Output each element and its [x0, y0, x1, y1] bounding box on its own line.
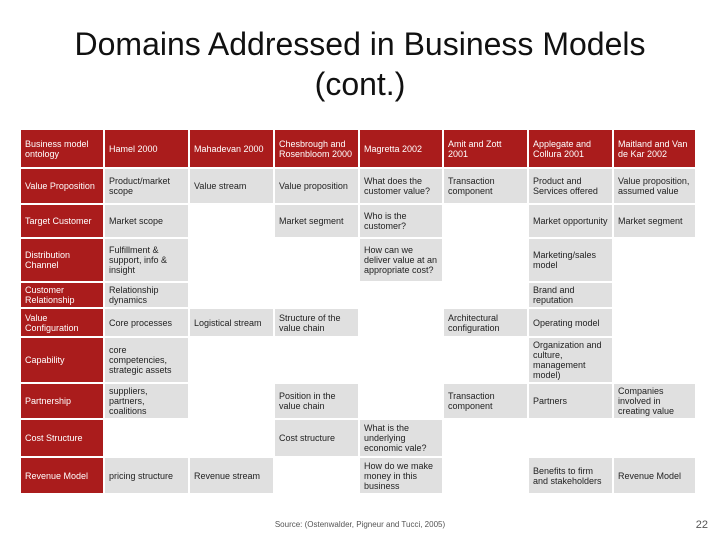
table-cell: Market segment	[613, 204, 696, 238]
table-row	[20, 383, 696, 419]
table-cell: Value proposition, assumed value	[613, 168, 696, 204]
empty-cell	[189, 337, 274, 383]
empty-cell	[189, 204, 274, 238]
empty-cell	[443, 204, 528, 238]
table-row	[20, 282, 696, 308]
table-cell: How can we deliver value at an appropriate cost?	[359, 238, 443, 282]
row-header: Partnership	[20, 383, 104, 419]
empty-cell	[443, 282, 528, 308]
table-cell: Transaction component	[443, 168, 528, 204]
column-header: Applegate and Collura 2001	[528, 129, 613, 168]
table-cell: Product/market scope	[104, 168, 189, 204]
table-cell: Architectural configuration	[443, 308, 528, 337]
table-cell: Operating model	[528, 308, 613, 337]
empty-cell	[613, 419, 696, 457]
table-row	[20, 308, 696, 337]
column-header: Business model ontology	[20, 129, 104, 168]
column-header: Amit and Zott 2001	[443, 129, 528, 168]
empty-cell	[274, 457, 359, 494]
empty-cell	[359, 383, 443, 419]
row-header: Distribution Channel	[20, 238, 104, 282]
table-cell: core competencies, strategic assets	[104, 337, 189, 383]
table-cell: What does the customer value?	[359, 168, 443, 204]
row-header: Revenue Model	[20, 457, 104, 494]
page-number: 22	[695, 519, 708, 531]
table-cell: Product and Services offered	[528, 168, 613, 204]
empty-cell	[189, 383, 274, 419]
row-header: Capability	[20, 337, 104, 383]
empty-cell	[359, 308, 443, 337]
table-cell: Market segment	[274, 204, 359, 238]
empty-cell	[443, 238, 528, 282]
table-cell: Market scope	[104, 204, 189, 238]
empty-cell	[274, 282, 359, 308]
table-row	[20, 168, 696, 204]
source-citation: Source: (Ostenwalder, Pigneur and Tucci, 2005)	[274, 520, 446, 529]
table-cell: Benefits to firm and stakeholders	[528, 457, 613, 494]
table-cell: pricing structure	[104, 457, 189, 494]
empty-cell	[443, 457, 528, 494]
empty-cell	[443, 337, 528, 383]
table-cell: Relationship dynamics	[104, 282, 189, 308]
empty-cell	[613, 238, 696, 282]
empty-cell	[613, 282, 696, 308]
table-cell: Value proposition	[274, 168, 359, 204]
empty-cell	[528, 419, 613, 457]
table-cell: Cost structure	[274, 419, 359, 457]
table-cell: Companies involved in creating value	[613, 383, 696, 419]
empty-cell	[189, 282, 274, 308]
header-row	[20, 129, 696, 168]
table-cell: How do we make money in this business	[359, 457, 443, 494]
empty-cell	[443, 419, 528, 457]
empty-cell	[359, 337, 443, 383]
column-header: Mahadevan 2000	[189, 129, 274, 168]
table-cell: Marketing/sales model	[528, 238, 613, 282]
table-cell: Revenue stream	[189, 457, 274, 494]
empty-cell	[189, 419, 274, 457]
table-cell: Who is the customer?	[359, 204, 443, 238]
column-header: Hamel 2000	[104, 129, 189, 168]
table-row	[20, 419, 696, 457]
table-cell: Core processes	[104, 308, 189, 337]
empty-cell	[359, 282, 443, 308]
table-row	[20, 238, 696, 282]
row-header: Target Customer	[20, 204, 104, 238]
table-cell: Fulfillment & support, info & insight	[104, 238, 189, 282]
row-header: Cost Structure	[20, 419, 104, 457]
table-cell: Market opportunity	[528, 204, 613, 238]
row-header: Value Configuration	[20, 308, 104, 337]
table-cell: What is the underlying economic vale?	[359, 419, 443, 457]
slide-title: Domains Addressed in Business Models (cont.)	[74, 26, 646, 102]
table-cell: Position in the value chain	[274, 383, 359, 419]
table-cell: Revenue Model	[613, 457, 696, 494]
column-header: Maitland and Van de Kar 2002	[613, 129, 696, 168]
table-row	[20, 457, 696, 494]
empty-cell	[274, 238, 359, 282]
column-header: Magretta 2002	[359, 129, 443, 168]
empty-cell	[189, 238, 274, 282]
row-header: Value Proposition	[20, 168, 104, 204]
table-row	[20, 204, 696, 238]
table-cell: Structure of the value chain	[274, 308, 359, 337]
table-row	[20, 337, 696, 383]
column-header: Chesbrough and Rosenbloom 2000	[274, 129, 359, 168]
table-cell: Transaction component	[443, 383, 528, 419]
row-header: Customer Relationship	[20, 282, 104, 308]
table-cell: Partners	[528, 383, 613, 419]
empty-cell	[104, 419, 189, 457]
business-model-domains-table	[19, 128, 697, 495]
table-cell: Brand and reputation	[528, 282, 613, 308]
table-cell: Organization and culture, management model)	[528, 337, 613, 383]
table-cell: suppliers, partners, coalitions	[104, 383, 189, 419]
table-cell: Value stream	[189, 168, 274, 204]
empty-cell	[613, 308, 696, 337]
empty-cell	[613, 337, 696, 383]
table-cell: Logistical stream	[189, 308, 274, 337]
empty-cell	[274, 337, 359, 383]
